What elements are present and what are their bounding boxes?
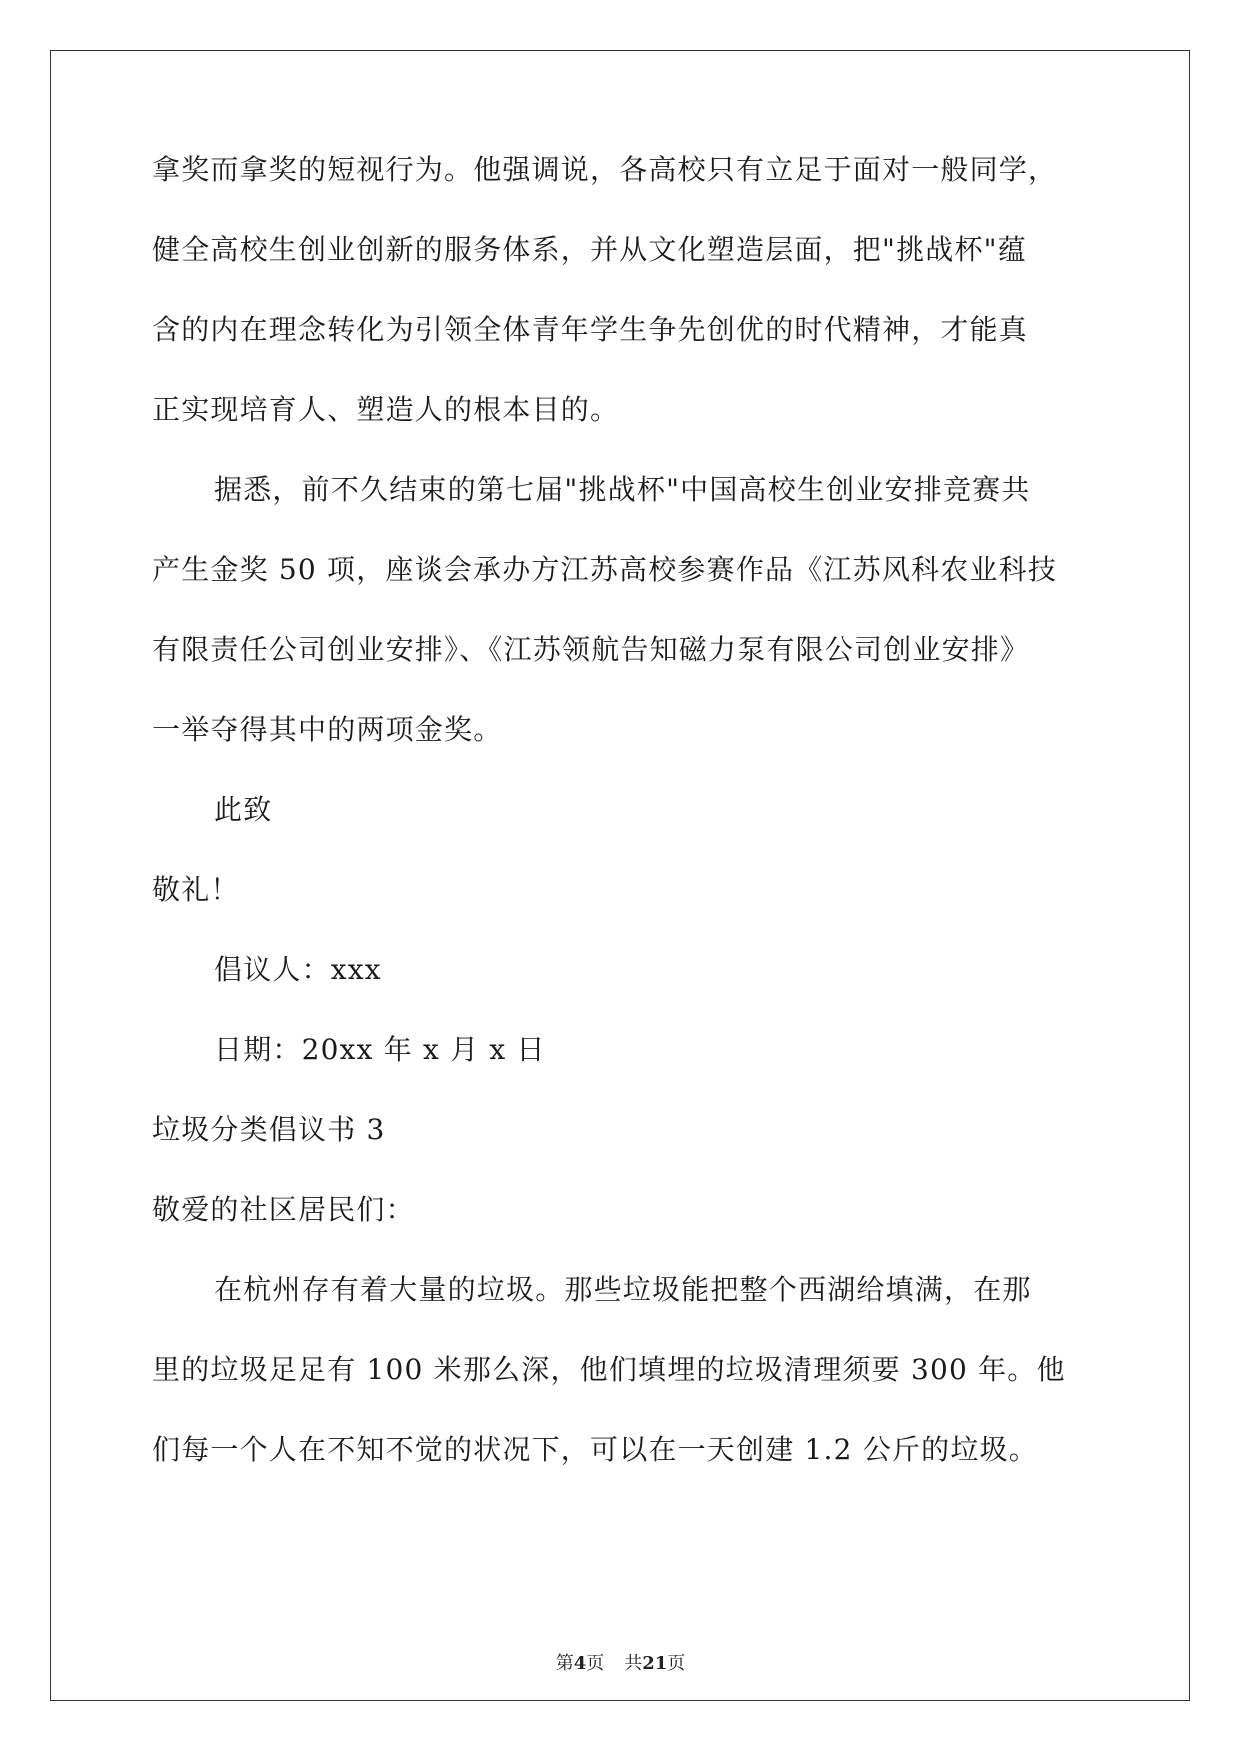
salute-line: 敬礼！ <box>152 873 240 906</box>
paragraph-line: 据悉，前不久结束的第七届"挑战杯"中国高校生创业安排竞赛共 <box>214 473 1031 506</box>
paragraph-line: 有限责任公司创业安排》、《江苏领航告知磁力泵有限公司创业安排》 <box>152 633 1030 666</box>
total-pages-number: 21 <box>642 1653 668 1674</box>
paragraph-line: 一举夺得其中的两项金奖。 <box>152 713 503 746</box>
closing-line: 此致 <box>214 793 273 826</box>
paragraph-line: 们每一个人在不知不觉的状况下，可以在一天创建 1.2 公斤的垃圾。 <box>152 1433 1038 1466</box>
paragraph-line: 正实现培育人、塑造人的根本目的。 <box>152 393 620 426</box>
footer-prefix: 第 <box>555 1653 574 1674</box>
paragraph-line: 在杭州存有着大量的垃圾。那些垃圾能把整个西湖给填满，在那 <box>214 1273 1032 1306</box>
paragraph-line: 产生金奖 50 项，座谈会承办方江苏高校参赛作品《江苏风科农业科技 <box>152 553 1058 586</box>
paragraph-line: 含的内在理念转化为引领全体青年学生争先创优的时代精神，才能真 <box>152 313 1029 346</box>
page-footer <box>0 1652 1241 1676</box>
footer-total-prefix: 共 <box>624 1653 643 1674</box>
date-line: 日期：20xx 年 x 月 x 日 <box>214 1033 546 1066</box>
footer-page-unit: 页 <box>586 1653 605 1674</box>
current-page-number: 4 <box>573 1653 587 1674</box>
footer-total-unit: 页 <box>667 1653 686 1674</box>
proposer-line: 倡议人：xxx <box>214 953 382 986</box>
paragraph-line: 健全高校生创业创新的服务体系，并从文化塑造层面，把"挑战杯"蕴 <box>152 233 1027 266</box>
paragraph-line: 拿奖而拿奖的短视行为。他强调说，各高校只有立足于面对一般同学， <box>152 153 1058 186</box>
section-title: 垃圾分类倡议书 3 <box>152 1113 386 1146</box>
paragraph-line: 里的垃圾足足有 100 米那么深，他们填埋的垃圾清理须要 300 年。他 <box>152 1353 1066 1386</box>
greeting-line: 敬爱的社区居民们： <box>152 1193 415 1226</box>
